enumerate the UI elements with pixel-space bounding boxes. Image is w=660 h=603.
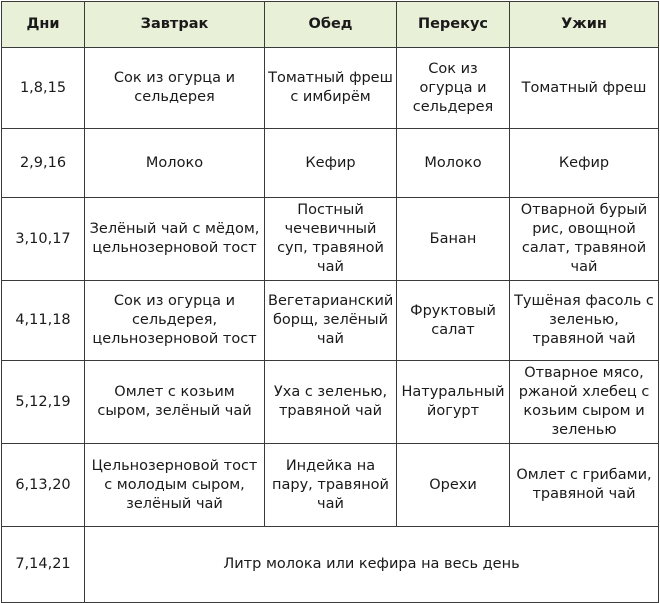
table-row [2,361,659,444]
cell-lunch: Постный чечевичный суп, травяной чай [265,198,397,281]
cell-breakfast: Сок из огурца и сельдерея, цельнозерновой тост [85,281,265,361]
cell-snack: Фруктовый салат [397,281,510,361]
cell-snack: Сок из огурца и сельдерея [397,48,510,129]
cell-days: 3,10,17 [2,198,85,281]
table-row [2,281,659,361]
cell-lunch: Индейка на пару, травяной чай [265,444,397,527]
cell-dinner: Кефир [510,129,659,198]
table-row [2,444,659,527]
cell-lunch: Вегетарианский борщ, зелёный чай [265,281,397,361]
cell-dinner: Омлет с грибами, травяной чай [510,444,659,527]
cell-dinner: Тушёная фасоль с зеленью, травяной чай [510,281,659,361]
diet-table [1,1,659,603]
table-row [2,48,659,129]
header-snack: Перекус [397,2,510,48]
cell-snack: Молоко [397,129,510,198]
table-row [2,129,659,198]
cell-breakfast: Цельнозерновой тост с молодым сыром, зелёный чай [85,444,265,527]
cell-breakfast: Сок из огурца и сельдерея [85,48,265,129]
cell-breakfast: Омлет с козьим сыром, зелёный чай [85,361,265,444]
cell-snack: Банан [397,198,510,281]
cell-days: 6,13,20 [2,444,85,527]
cell-dinner: Отварное мясо, ржаной хлебец с козьим сыром и зеленью [510,361,659,444]
cell-dinner: Отварной бурый рис, овощной салат, травяной чай [510,198,659,281]
header-breakfast: Завтрак [85,2,265,48]
cell-lunch: Кефир [265,129,397,198]
cell-lunch: Томатный фреш с имбирём [265,48,397,129]
cell-days: 2,9,16 [2,129,85,198]
cell-breakfast: Молоко [85,129,265,198]
table-row [2,198,659,281]
cell-snack: Натуральный йогурт [397,361,510,444]
cell-whole-day: Литр молока или кефира на весь день [85,527,659,603]
header-dinner: Ужин [510,2,659,48]
cell-days: 7,14,21 [2,527,85,603]
header-row [2,2,659,48]
cell-lunch: Уха с зеленью, травяной чай [265,361,397,444]
header-days: Дни [2,2,85,48]
header-lunch: Обед [265,2,397,48]
table-row [2,527,659,603]
cell-days: 5,12,19 [2,361,85,444]
cell-dinner: Томатный фреш [510,48,659,129]
cell-breakfast: Зелёный чай с мёдом, цельнозерновой тост [85,198,265,281]
cell-days: 1,8,15 [2,48,85,129]
cell-days: 4,11,18 [2,281,85,361]
cell-snack: Орехи [397,444,510,527]
